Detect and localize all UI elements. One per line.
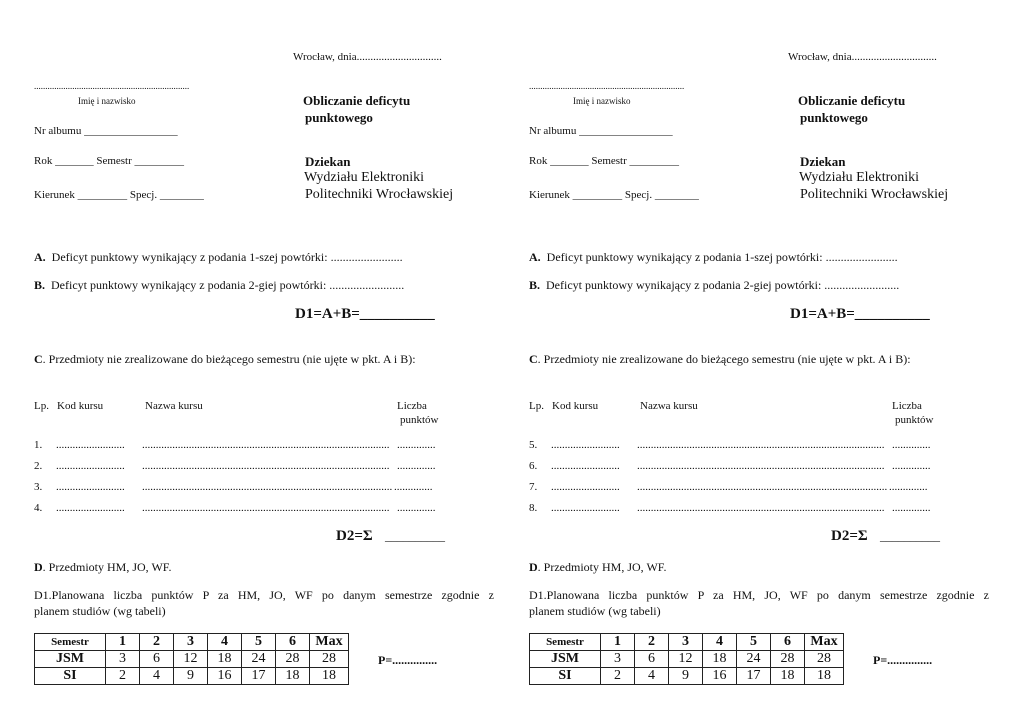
course-code-field[interactable]: ......................... xyxy=(56,502,125,514)
section-a-letter: A. xyxy=(34,250,46,264)
semester-points-table xyxy=(34,633,349,685)
table-header-cell: 5 xyxy=(737,634,771,651)
p-field[interactable]: P=............... xyxy=(873,653,933,667)
table-header-cell: 4 xyxy=(703,634,737,651)
d1-plan-line2: planem studiów (wg tabeli) xyxy=(34,604,166,618)
col-points-2: punktów xyxy=(400,414,439,426)
d2-blank[interactable]: __________ xyxy=(385,529,445,543)
table-header-cell: 2 xyxy=(635,634,669,651)
field-spec-field[interactable]: Kierunek _________ Specj. ________ xyxy=(34,189,204,201)
table-header-cell: 3 xyxy=(174,634,208,651)
table-cell: 12 xyxy=(669,651,703,668)
d2-formula: D2=Σ xyxy=(831,528,868,544)
table-header-row xyxy=(35,634,349,651)
course-name-field[interactable]: .......................................................................................... xyxy=(637,502,885,514)
city-date[interactable]: Wrocław, dnia............................... xyxy=(293,51,442,63)
col-points-2: punktów xyxy=(895,414,934,426)
section-b xyxy=(34,279,404,291)
col-code: Kod kursu xyxy=(57,400,104,412)
addressee-line2: Politechniki Wrocławskiej xyxy=(800,187,949,202)
name-label: Imię i nazwisko xyxy=(573,96,631,106)
col-lp: Lp. xyxy=(529,400,544,412)
table-row xyxy=(530,651,844,668)
table-cell: 6 xyxy=(140,651,174,668)
course-points-field[interactable]: .............. xyxy=(397,439,436,451)
form-title-line1: Obliczanie deficytu xyxy=(798,93,906,108)
course-name-field[interactable]: .......................................................................................... xyxy=(637,460,885,472)
table-cell: 18 xyxy=(805,668,844,685)
course-points-field[interactable]: .............. xyxy=(892,460,931,472)
addressee-title: Dziekan xyxy=(800,154,846,169)
d2-formula: D2=Σ xyxy=(336,528,373,544)
section-c-text: . Przedmioty nie zrealizowane do bieżącego semestru (nie ujęte w pkt. A i B): xyxy=(537,352,911,366)
table-cell: 9 xyxy=(669,668,703,685)
name-label: Imię i nazwisko xyxy=(78,96,136,106)
table-cell: 2 xyxy=(601,668,635,685)
course-code-field[interactable]: ......................... xyxy=(551,481,620,493)
course-name-field[interactable]: .......................................................................................... xyxy=(142,460,390,472)
table-cell: 16 xyxy=(703,668,737,685)
section-d xyxy=(529,561,667,573)
table-row xyxy=(35,668,349,685)
section-d xyxy=(34,561,172,573)
section-a xyxy=(34,251,403,263)
table-row xyxy=(35,651,349,668)
table-cell: 6 xyxy=(635,651,669,668)
table-cell: 18 xyxy=(276,668,310,685)
table-header-cell: 1 xyxy=(106,634,140,651)
table-row xyxy=(530,668,844,685)
section-d-letter: D xyxy=(529,560,538,574)
table-cell: 17 xyxy=(737,668,771,685)
table-cell: 4 xyxy=(635,668,669,685)
col-lp: Lp. xyxy=(34,400,49,412)
table-header-cell: Max xyxy=(805,634,844,651)
col-points-1: Liczba xyxy=(397,400,427,412)
table-cell: 12 xyxy=(174,651,208,668)
name-line[interactable]: ..................................................................... xyxy=(34,81,190,91)
course-points-field[interactable]: .............. xyxy=(397,502,436,514)
table-cell: 4 xyxy=(140,668,174,685)
d1-formula[interactable]: D1=A+B=__________ xyxy=(295,306,435,322)
table-cell: 28 xyxy=(276,651,310,668)
table-header-cell: 3 xyxy=(669,634,703,651)
d1-plan-line2: planem studiów (wg tabeli) xyxy=(529,604,661,618)
table-cell: 3 xyxy=(601,651,635,668)
d1-formula[interactable]: D1=A+B=__________ xyxy=(790,306,930,322)
section-c-letter: C xyxy=(529,352,538,366)
course-name-field[interactable]: .......................................................................................... xyxy=(142,502,390,514)
section-b xyxy=(529,279,899,291)
course-points-field[interactable]: .............. xyxy=(889,481,928,493)
addressee-title: Dziekan xyxy=(305,154,351,169)
form-title-line2: punktowego xyxy=(800,110,868,125)
table-header-cell: 2 xyxy=(140,634,174,651)
table-row-label: SI xyxy=(35,668,106,685)
course-code-field[interactable]: ......................... xyxy=(56,481,125,493)
section-c xyxy=(529,353,911,365)
d1-plan-line1: D1.Planowana liczba punktów P za HM, JO, WF po danym semestrze zgodnie z xyxy=(529,588,989,602)
table-header-label: Semestr xyxy=(35,634,106,651)
course-row-number: 3. xyxy=(34,481,43,493)
section-d-letter: D xyxy=(34,560,43,574)
table-cell: 28 xyxy=(805,651,844,668)
section-a-text[interactable]: Deficyt punktowy wynikający z podania 1-szej powtórki: ........................ xyxy=(546,250,898,264)
section-b-letter: B. xyxy=(529,278,541,292)
d1-plan-line1: D1.Planowana liczba punktów P za HM, JO, WF po danym semestrze zgodnie z xyxy=(34,588,494,602)
course-row-number: 6. xyxy=(529,460,538,472)
course-name-field[interactable]: ........................................................................................... xyxy=(637,481,888,493)
p-field[interactable]: P=............... xyxy=(378,653,438,667)
table-row-label: SI xyxy=(530,668,601,685)
section-a-text[interactable]: Deficyt punktowy wynikający z podania 1-szej powtórki: ........................ xyxy=(51,250,403,264)
course-row-number: 7. xyxy=(529,481,538,493)
table-cell: 18 xyxy=(703,651,737,668)
course-points-field[interactable]: .............. xyxy=(394,481,433,493)
year-semester-field[interactable]: Rok _______ Semestr _________ xyxy=(529,155,680,167)
col-name: Nazwa kursu xyxy=(145,400,203,412)
col-code: Kod kursu xyxy=(552,400,599,412)
table-header-cell: 6 xyxy=(276,634,310,651)
course-points-field[interactable]: .............. xyxy=(892,439,931,451)
year-semester-field[interactable]: Rok _______ Semestr _________ xyxy=(34,155,185,167)
course-code-field[interactable]: ......................... xyxy=(56,439,125,451)
form-title-line1: Obliczanie deficytu xyxy=(303,93,411,108)
col-points-1: Liczba xyxy=(892,400,922,412)
city-date[interactable]: Wrocław, dnia............................... xyxy=(788,51,937,63)
form-right xyxy=(495,0,990,724)
section-d-text: . Przedmioty HM, JO, WF. xyxy=(537,560,667,574)
table-cell: 24 xyxy=(242,651,276,668)
course-name-field[interactable]: .......................................................................................... xyxy=(142,439,390,451)
table-header-cell: 6 xyxy=(771,634,805,651)
course-code-field[interactable]: ......................... xyxy=(551,439,620,451)
course-name-field[interactable]: ........................................................................................... xyxy=(142,481,393,493)
section-a-letter: A. xyxy=(529,250,541,264)
form-title-line2: punktowego xyxy=(305,110,373,125)
table-cell: 17 xyxy=(242,668,276,685)
table-cell: 3 xyxy=(106,651,140,668)
name-line[interactable]: ..................................................................... xyxy=(529,81,685,91)
course-code-field[interactable]: ......................... xyxy=(56,460,125,472)
section-c-text: . Przedmioty nie zrealizowane do bieżącego semestru (nie ujęte w pkt. A i B): xyxy=(42,352,416,366)
table-cell: 2 xyxy=(106,668,140,685)
section-c xyxy=(34,353,416,365)
table-cell: 24 xyxy=(737,651,771,668)
table-cell: 18 xyxy=(208,651,242,668)
course-row-number: 4. xyxy=(34,502,43,514)
form-left xyxy=(0,0,495,724)
section-b-letter: B. xyxy=(34,278,46,292)
addressee-line2: Politechniki Wrocławskiej xyxy=(305,187,454,202)
table-row-label: JSM xyxy=(530,651,601,668)
section-b-text[interactable]: Deficyt punktowy wynikający z podania 2-giej powtórki: ......................... xyxy=(51,278,405,292)
col-name: Nazwa kursu xyxy=(640,400,698,412)
table-header-cell: 5 xyxy=(242,634,276,651)
table-header-label: Semestr xyxy=(530,634,601,651)
course-points-field[interactable]: .............. xyxy=(892,502,931,514)
course-points-field[interactable]: .............. xyxy=(397,460,436,472)
table-row-label: JSM xyxy=(35,651,106,668)
table-header-cell: 4 xyxy=(208,634,242,651)
course-row-number: 1. xyxy=(34,439,43,451)
course-row-number: 8. xyxy=(529,502,538,514)
table-cell: 18 xyxy=(310,668,349,685)
table-header-cell: Max xyxy=(310,634,349,651)
d2-blank[interactable]: __________ xyxy=(880,529,940,543)
course-name-field[interactable]: .......................................................................................... xyxy=(637,439,885,451)
addressee-line1: Wydziału Elektroniki xyxy=(304,170,425,185)
table-header-cell: 1 xyxy=(601,634,635,651)
table-header-row xyxy=(530,634,844,651)
table-cell: 18 xyxy=(771,668,805,685)
field-spec-field[interactable]: Kierunek _________ Specj. ________ xyxy=(529,189,699,201)
section-a xyxy=(529,251,898,263)
addressee-line1: Wydziału Elektroniki xyxy=(799,170,920,185)
course-row-number: 5. xyxy=(529,439,538,451)
table-cell: 9 xyxy=(174,668,208,685)
table-cell: 16 xyxy=(208,668,242,685)
section-c-letter: C xyxy=(34,352,43,366)
table-cell: 28 xyxy=(771,651,805,668)
section-b-text[interactable]: Deficyt punktowy wynikający z podania 2-giej powtórki: ......................... xyxy=(546,278,900,292)
album-field[interactable]: Nr albumu _________________ xyxy=(34,125,178,137)
semester-points-table xyxy=(529,633,844,685)
course-row-number: 2. xyxy=(34,460,43,472)
table-cell: 28 xyxy=(310,651,349,668)
course-code-field[interactable]: ......................... xyxy=(551,460,620,472)
section-d-text: . Przedmioty HM, JO, WF. xyxy=(42,560,172,574)
course-code-field[interactable]: ......................... xyxy=(551,502,620,514)
album-field[interactable]: Nr albumu _________________ xyxy=(529,125,673,137)
